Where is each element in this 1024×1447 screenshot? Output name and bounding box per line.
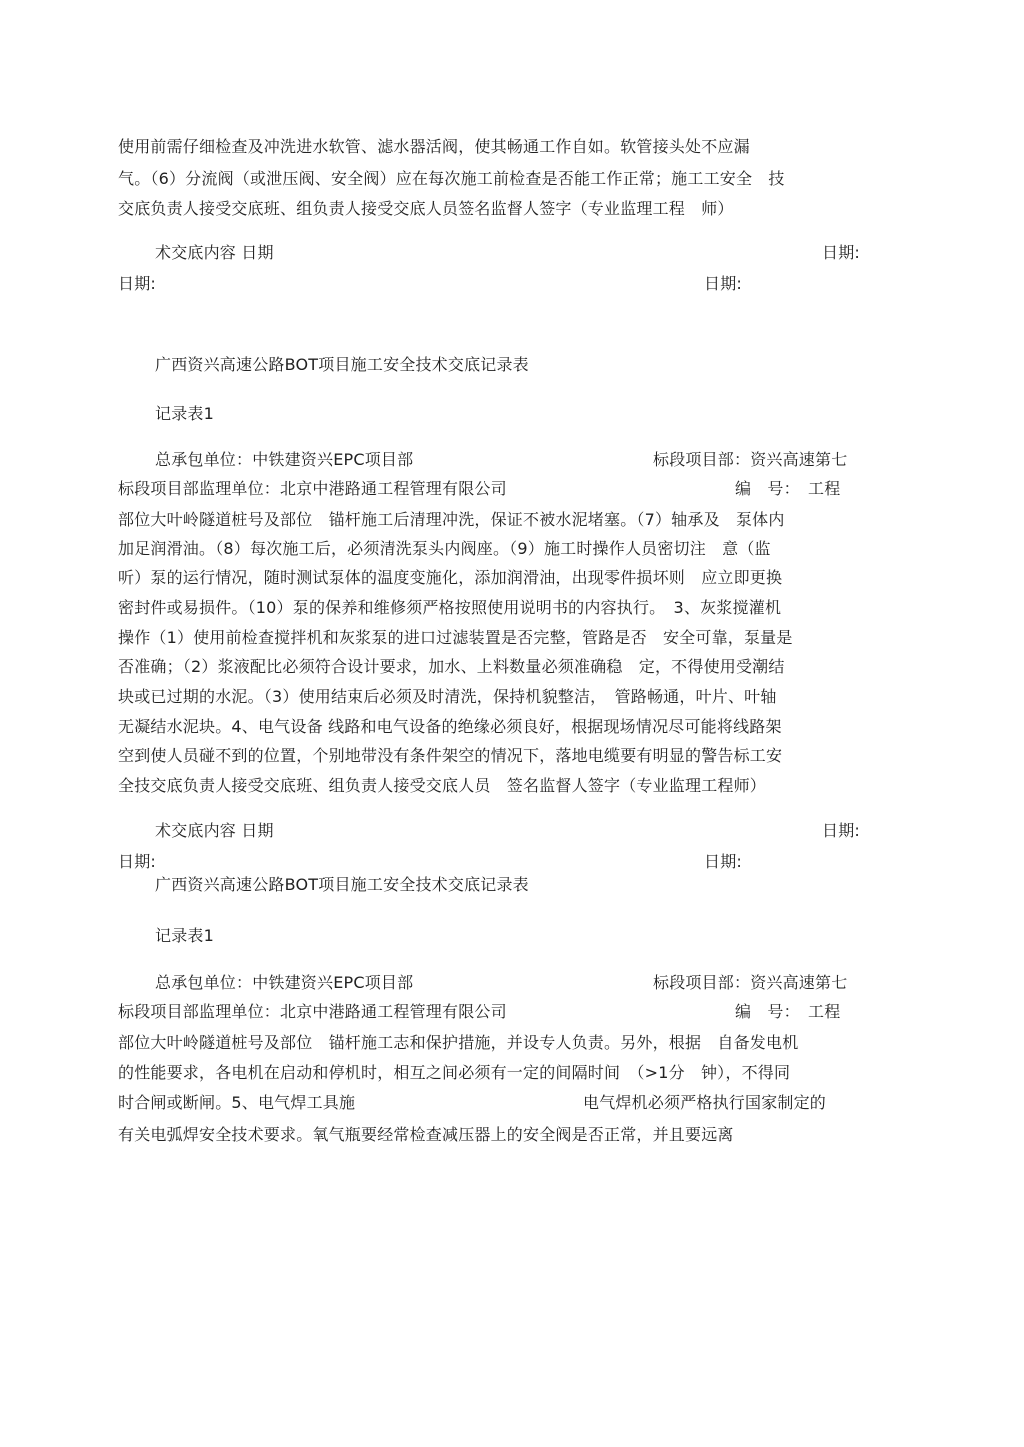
paragraph-line: 操作（1）使用前检查搅拌机和灰浆泵的进口过滤装置是否完整，管路是否 安全可靠，泵量是 [118, 628, 793, 647]
paragraph-line: 交底负责人接受交底班、组负责人接受交底人员签名监督人签字（专业监理工程 师） [118, 199, 734, 218]
number-label: 编 号： 工程 [735, 479, 841, 498]
sign-date-label: 日期: [822, 821, 860, 840]
paragraph-line: 空到使人员碰不到的位置，个别地带没有条件架空的情况下，落地电缆要有明显的警告标工安 [118, 746, 783, 765]
supervisor-label: 标段项目部监理单位：北京中港路通工程管理有限公司 [118, 479, 507, 498]
paragraph-line: 块或已过期的水泥。（3）使用结束后必须及时清洗，保持机貌整洁， 管路畅通，叶片、叶轴 [118, 687, 777, 706]
paragraph-line: 否准确；（2）浆液配比必须符合设计要求，加水、上料数量必须准确稳 定，不得使用受潮结 [118, 657, 785, 676]
section-label: 标段项目部：资兴高速第七 [653, 973, 848, 992]
paragraph-line: 时合闸或断闸。5、电气焊工具施 [118, 1093, 356, 1112]
paragraph-line: 气。（6）分流阀（或泄压阀、安全阀）应在每次施工前检查是否能工作正常；施工工安全 技 [118, 169, 785, 188]
supervisor-label: 标段项目部监理单位：北京中港路通工程管理有限公司 [118, 1002, 507, 1021]
sign-content-date-label: 术交底内容 日期 [155, 821, 274, 840]
sign-date-label: 日期: [822, 243, 860, 262]
paragraph-line: 部位大叶岭隧道桩号及部位 锚杆施工志和保护措施，并设专人负责。另外，根据 自备发电机 [118, 1033, 799, 1052]
paragraph-line: 全技交底负责人接受交底班、组负责人接受交底人员 签名监督人签字（专业监理工程师） [118, 776, 767, 795]
paragraph-line: 加足润滑油。（8）每次施工后，必须清洗泵头内阀座。（9）施工时操作人员密切注 意（监 [118, 539, 771, 558]
record-table-number: 记录表1 [155, 926, 214, 945]
record-title: 广西资兴高速公路BOT项目施工安全技术交底记录表 [155, 875, 529, 894]
record-table-number: 记录表1 [155, 404, 214, 423]
paragraph-line-right: 电气焊机必须严格执行国家制定的 [583, 1093, 827, 1112]
contractor-label: 总承包单位：中铁建资兴EPC项目部 [155, 973, 414, 992]
sign-date-label: 日期: [118, 852, 156, 871]
paragraph-line: 使用前需仔细检查及冲洗进水软管、滤水器活阀，使其畅通工作自如。软管接头处不应漏 [118, 137, 750, 156]
contractor-label: 总承包单位：中铁建资兴EPC项目部 [155, 450, 414, 469]
sign-date-label: 日期: [704, 274, 742, 293]
paragraph-line: 无凝结水泥块。4、电气设备 线路和电气设备的绝缘必须良好，根据现场情况尽可能将线路架 [118, 717, 782, 736]
sign-date-label: 日期: [118, 274, 156, 293]
sign-date-label: 日期: [704, 852, 742, 871]
record-title: 广西资兴高速公路BOT项目施工安全技术交底记录表 [155, 355, 529, 374]
sign-content-date-label: 术交底内容 日期 [155, 243, 274, 262]
paragraph-line: 听）泵的运行情况，随时测试泵体的温度变施化，添加润滑油，出现零件损坏则 应立即更换 [118, 568, 783, 587]
paragraph-line: 部位大叶岭隧道桩号及部位 锚杆施工后清理冲洗，保证不被水泥堵塞。（7）轴承及 泵体内 [118, 510, 785, 529]
paragraph-line: 密封件或易损件。（10）泵的保养和维修须严格按照使用说明书的内容执行。 3、灰浆搅灌机 [118, 598, 782, 617]
paragraph-line: 有关电弧焊安全技术要求。氧气瓶要经常检查减压器上的安全阀是否正常，并且要远离 [118, 1125, 734, 1144]
number-label: 编 号： 工程 [735, 1002, 841, 1021]
section-label: 标段项目部：资兴高速第七 [653, 450, 848, 469]
paragraph-line: 的性能要求，各电机在启动和停机时，相互之间必须有一定的间隔时间 （>1分 钟），不得同 [118, 1063, 791, 1082]
